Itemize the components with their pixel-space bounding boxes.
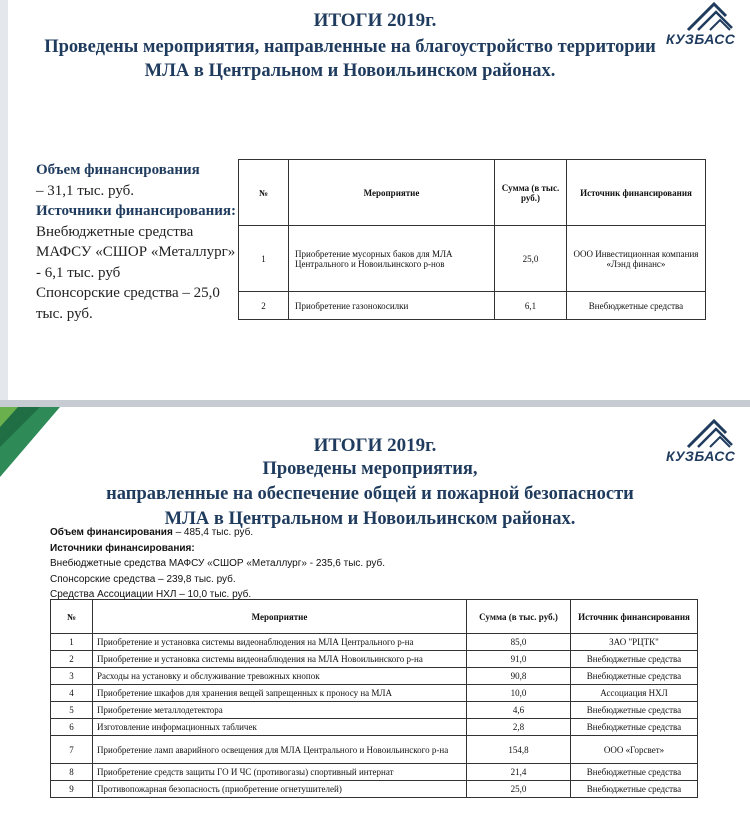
funding-volume-value: – 485,4 тыс. руб. — [172, 527, 254, 538]
row-sum: 25,0 — [467, 781, 571, 798]
row-number: 2 — [239, 292, 289, 320]
row-source: ООО «Горсвет» — [571, 736, 698, 764]
slide2-subtitle-line-3: МЛА в Центральном и Новоильинском районах. — [164, 509, 576, 529]
row-source: Внебюджетные средства — [571, 668, 698, 685]
col-sum-header: Сумма (в тыс. руб.) — [467, 600, 571, 634]
slide-divider — [0, 400, 750, 407]
row-source: Внебюджетные средства — [567, 292, 706, 320]
table-row — [239, 226, 706, 292]
table-row — [51, 668, 698, 685]
slide2-subtitle-line-1: Проведены мероприятия, — [262, 459, 478, 479]
logo-text: КУЗБАСС — [666, 448, 736, 464]
row-event: Приобретение шкафов для хранения вещей запрещенных к проносу на МЛА — [93, 685, 467, 702]
funding-summary — [50, 525, 430, 603]
row-sum: 85,0 — [467, 634, 571, 651]
row-number: 3 — [51, 668, 93, 685]
kuzbass-logo-icon — [684, 419, 740, 449]
row-sum: 91,0 — [467, 651, 571, 668]
slide1-subtitle: Проведены мероприятия, направленные на благоустройство территории МЛА в Центральном и Новоильинском районах. — [44, 37, 656, 81]
table-row — [51, 736, 698, 764]
row-source: Внебюджетные средства — [571, 702, 698, 719]
funding-sources-label: Источники финансирования: — [50, 542, 195, 554]
table-header-row — [239, 160, 706, 226]
funding-summary — [36, 160, 236, 324]
row-sum: 4,6 — [467, 702, 571, 719]
funding-source-2: Спонсорские средства – 25,0 тыс. руб. — [36, 285, 220, 322]
row-source: Внебюджетные средства — [571, 764, 698, 781]
row-number: 6 — [51, 719, 93, 736]
row-event: Приобретение и установка системы видеонаблюдения на МЛА Центрального р-на — [93, 634, 467, 651]
slide2-subtitle — [20, 457, 720, 532]
row-number: 9 — [51, 781, 93, 798]
row-number: 8 — [51, 764, 93, 781]
row-source: Внебюджетные средства — [571, 781, 698, 798]
funding-volume-label: Объем финансирования — [50, 527, 173, 538]
funding-source-2: Спонсорские средства – 239,8 тыс. руб. — [50, 573, 236, 585]
row-event: Приобретение ламп аварийного освещения для МЛА Центрального и Новоильинского р-на — [93, 736, 467, 764]
funding-sources-label: Источники финансирования: — [36, 203, 236, 219]
funding-volume-value: – 31,1 тыс. руб. — [36, 182, 135, 199]
table-row — [51, 781, 698, 798]
col-event-header: Мероприятие — [93, 600, 467, 634]
funding-source-1: Внебюджетные средства МАФСУ «СШОР «Металлург» - 6,1 тыс. руб — [36, 223, 236, 281]
funding-volume-line — [50, 525, 430, 541]
row-source: ООО Инвестиционная компания «Лэнд финанс» — [567, 226, 706, 292]
row-sum: 10,0 — [467, 685, 571, 702]
funding-volume-label: Объем финансирования — [36, 162, 200, 178]
slide-2 — [0, 407, 750, 824]
slide2-subtitle-line-2: направленные на обеспечение общей и пожарной безопасности — [106, 484, 634, 504]
slide2-title: ИТОГИ 2019г. — [313, 435, 437, 456]
events-table — [50, 599, 698, 798]
kuzbass-logo-icon — [684, 2, 740, 32]
row-sum: 21,4 — [467, 764, 571, 781]
col-event-header: Мероприятие — [289, 160, 495, 226]
funding-source-1: Внебюджетные средства МАФСУ «СШОР «Металлург» - 235,6 тыс. руб. — [50, 558, 386, 569]
col-source-header: Источник финансирования — [567, 160, 706, 226]
row-event: Приобретение мусорных баков для МЛА Центрального и Новоильинского р-нов — [289, 226, 495, 292]
col-source-header: Источник финансирования — [571, 600, 698, 634]
row-source: Внебюджетные средства — [571, 651, 698, 668]
table-row — [51, 685, 698, 702]
table-row — [239, 292, 706, 320]
table-row — [51, 634, 698, 651]
row-sum: 25,0 — [495, 226, 567, 292]
row-sum: 6,1 — [495, 292, 567, 320]
kuzbass-logo — [664, 2, 744, 52]
row-event: Расходы на установку и обслуживание тревожных кнопок — [93, 668, 467, 685]
logo-text: КУЗБАСС — [666, 31, 736, 47]
slide1-title: ИТОГИ 2019г. — [313, 10, 437, 31]
row-number: 1 — [239, 226, 289, 292]
row-number: 2 — [51, 651, 93, 668]
row-event: Приобретение средств защиты ГО И ЧС (противогазы) спортивный интернат — [93, 764, 467, 781]
row-number: 4 — [51, 685, 93, 702]
funding-source-3: Средства Ассоциации НХЛ – 10,0 тыс. руб. — [50, 589, 252, 600]
slide-edge-strip — [0, 0, 8, 400]
row-event: Приобретение и установка системы видеонаблюдения на МЛА Новоильинского р-на — [93, 651, 467, 668]
col-sum-header: Сумма (в тыс. руб.) — [495, 160, 567, 226]
row-number: 7 — [51, 736, 93, 764]
table-header-row — [51, 600, 698, 634]
table-row — [51, 764, 698, 781]
events-table — [238, 159, 706, 320]
row-source: Ассоциация НХЛ — [571, 685, 698, 702]
row-source: ЗАО "РЦТК" — [571, 634, 698, 651]
table-row — [51, 651, 698, 668]
slide-1 — [0, 0, 750, 400]
events-table-wrapper — [50, 599, 698, 798]
row-event: Изготовление информационных табличек — [93, 719, 467, 736]
row-source: Внебюджетные средства — [571, 719, 698, 736]
row-sum: 154,8 — [467, 736, 571, 764]
col-number-header: № — [239, 160, 289, 226]
row-sum: 2,8 — [467, 719, 571, 736]
row-event: Приобретение газонокосилки — [289, 292, 495, 320]
row-number: 5 — [51, 702, 93, 719]
row-number: 1 — [51, 634, 93, 651]
row-event: Приобретение металлодетектора — [93, 702, 467, 719]
row-sum: 90,8 — [467, 668, 571, 685]
row-event: Противопожарная безопасность (приобретение огнетушителей) — [93, 781, 467, 798]
table-row — [51, 702, 698, 719]
table-row — [51, 719, 698, 736]
kuzbass-logo — [664, 419, 744, 469]
col-number-header: № — [51, 600, 93, 634]
